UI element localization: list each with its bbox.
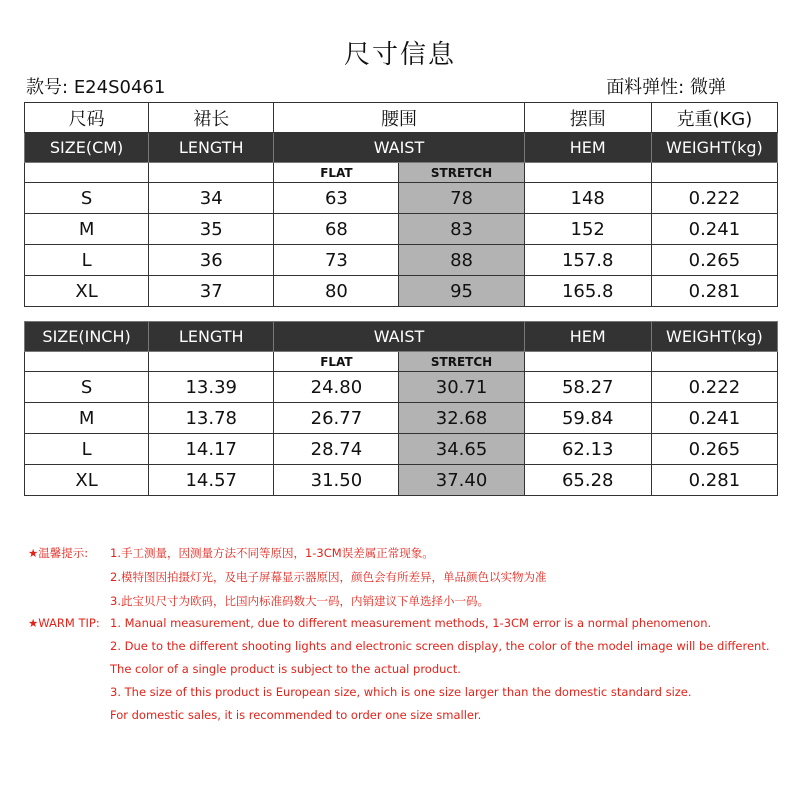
cell-hem: 157.8 [524,245,651,276]
cell-hem: 62.13 [524,434,651,465]
cell-hem: 148 [524,183,651,214]
cell-size: XL [25,276,149,307]
en-tip-label: ★WARM TIP: [28,616,100,630]
elasticity-value: 微弹 [690,77,726,98]
cell-hem: 165.8 [524,276,651,307]
cell-size: XL [25,465,149,496]
cell-length: 14.57 [149,465,274,496]
cell-length: 37 [149,276,274,307]
cell-size: L [25,245,149,276]
size-table-inch [24,321,778,496]
cn-header-waist: 腰围 [274,103,524,133]
header-hem: HEM [524,322,651,352]
cell-flat: 26.77 [274,403,399,434]
cell-weight: 0.281 [651,276,777,307]
cell-length: 13.39 [149,372,274,403]
cell-size: M [25,214,149,245]
sub-header-stretch: STRETCH [399,163,524,183]
table-row [25,403,778,434]
cell-weight: 0.222 [651,183,777,214]
cn-tip-label: ★温馨提示: [28,546,89,560]
cell-flat: 68 [274,214,399,245]
fabric-elasticity [606,73,726,99]
cell-size: M [25,403,149,434]
cell-flat: 80 [274,276,399,307]
header-length: LENGTH [149,322,274,352]
en-tip-line: 2. Due to the different shooting lights and electronic screen display, the color of the model image will be different. [110,639,770,653]
header-hem: HEM [524,133,651,163]
header-weight: WEIGHT(kg) [651,133,777,163]
cn-header-hem: 摆围 [524,103,651,133]
table-row [25,183,778,214]
cell-weight: 0.281 [651,465,777,496]
sub-header-row [25,163,778,183]
cell-flat: 63 [274,183,399,214]
header-waist: WAIST [274,322,524,352]
style-number [26,73,165,99]
cell-stretch: 95 [399,276,524,307]
cn-header-row [25,103,778,133]
cell-flat: 73 [274,245,399,276]
cell-hem: 65.28 [524,465,651,496]
cell-weight: 0.241 [651,403,777,434]
cell-stretch: 78 [399,183,524,214]
table-row [25,276,778,307]
table-row [25,214,778,245]
cell-stretch: 30.71 [399,372,524,403]
header-size: SIZE(INCH) [25,322,149,352]
cell-stretch: 88 [399,245,524,276]
cell-length: 13.78 [149,403,274,434]
header-weight: WEIGHT(kg) [651,322,777,352]
cell-stretch: 34.65 [399,434,524,465]
cell-length: 14.17 [149,434,274,465]
table-row [25,245,778,276]
cell-weight: 0.265 [651,434,777,465]
table-row [25,434,778,465]
cell-hem: 152 [524,214,651,245]
cell-stretch: 37.40 [399,465,524,496]
page-title: 尺寸信息 [343,40,456,70]
cn-header-size: 尺码 [25,103,149,133]
en-tip-line: 1. Manual measurement, due to different measurement methods, 1-3CM error is a normal phenomenon. [110,616,712,630]
cell-flat: 28.74 [274,434,399,465]
en-header-row [25,133,778,163]
elasticity-label: 面料弹性: [606,77,685,98]
cell-size: S [25,372,149,403]
en-header-row [25,322,778,352]
sub-header-flat: FLAT [274,352,399,372]
cell-flat: 31.50 [274,465,399,496]
cell-hem: 59.84 [524,403,651,434]
header-waist: WAIST [274,133,524,163]
sub-header-row [25,352,778,372]
cell-weight: 0.222 [651,372,777,403]
cn-tip-line: 2.模特图因拍摄灯光，及电子屏幕显示器原因，颜色会有所差异，单品颜色以实物为准 [110,570,547,584]
cell-weight: 0.265 [651,245,777,276]
style-number-value: E24S0461 [73,77,166,98]
en-tip-line: The color of a single product is subject to the actual product. [110,662,461,676]
cell-length: 34 [149,183,274,214]
cell-length: 36 [149,245,274,276]
sub-header-flat: FLAT [274,163,399,183]
sub-header-stretch: STRETCH [399,352,524,372]
cell-flat: 24.80 [274,372,399,403]
cn-tip-line: 3.此宝贝尺寸为欧码，比国内标准码数大一码，内销建议下单选择小一码。 [110,594,489,608]
cn-header-weight: 克重(KG) [651,103,777,133]
cell-length: 35 [149,214,274,245]
cell-hem: 58.27 [524,372,651,403]
header-length: LENGTH [149,133,274,163]
cell-size: L [25,434,149,465]
en-tip-line: 3. The size of this product is European size, which is one size larger than the domestic standard size. [110,685,692,699]
cell-stretch: 32.68 [399,403,524,434]
cell-size: S [25,183,149,214]
cell-weight: 0.241 [651,214,777,245]
style-number-label: 款号: [26,77,69,98]
size-table-cm [24,102,778,307]
cn-tip-line: 1.手工测量，因测量方法不同等原因，1-3CM误差属正常现象。 [110,546,434,560]
table-row [25,372,778,403]
en-tip-line: For domestic sales, it is recommended to order one size smaller. [110,708,482,722]
table-row [25,465,778,496]
cn-header-length: 裙长 [149,103,274,133]
cell-stretch: 83 [399,214,524,245]
header-size: SIZE(CM) [25,133,149,163]
